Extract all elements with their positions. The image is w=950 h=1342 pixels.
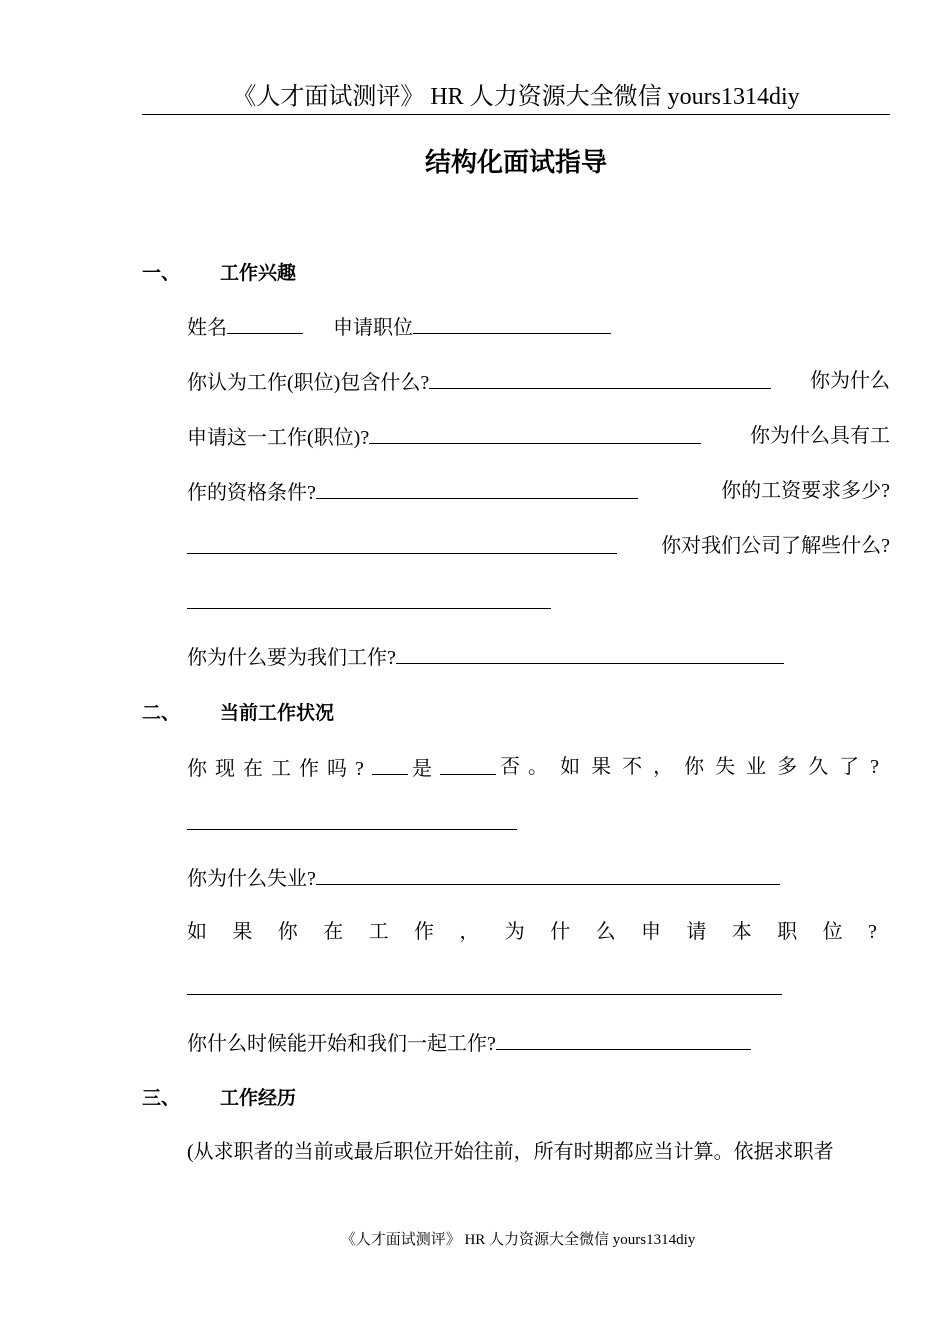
question-text: 你为什么具有工 bbox=[750, 425, 890, 447]
question-line bbox=[187, 421, 890, 451]
question-line bbox=[187, 917, 903, 947]
question-text: 作的资格条件? bbox=[187, 482, 316, 504]
question-text: 申请这一工作(职位)? bbox=[187, 427, 370, 449]
question-line bbox=[187, 531, 890, 561]
answer-field[interactable] bbox=[396, 641, 784, 664]
answer-field[interactable] bbox=[429, 366, 771, 389]
question-line bbox=[187, 752, 890, 782]
page-header: 《人才面试测评》 HR 人力资源大全微信 yours1314diy bbox=[142, 80, 890, 115]
page-footer: 《人才面试测评》 HR 人力资源大全微信 yours1314diy bbox=[340, 1232, 696, 1248]
answer-field[interactable] bbox=[187, 531, 617, 554]
question-line bbox=[187, 476, 890, 506]
question-text: 你对我们公司了解些什么? bbox=[661, 535, 890, 557]
question-text: 你认为工作(职位)包含什么? bbox=[187, 372, 430, 394]
answer-field[interactable] bbox=[316, 476, 638, 499]
yes-label: 是 bbox=[411, 758, 432, 780]
question-text: 你现在工作吗? bbox=[187, 758, 372, 780]
question-line bbox=[187, 366, 890, 396]
question-line bbox=[187, 641, 890, 671]
name-position-line bbox=[187, 311, 890, 341]
question-text: 你什么时候能开始和我们一起工作? bbox=[187, 1033, 496, 1055]
answer-field[interactable] bbox=[369, 421, 701, 444]
question-line bbox=[187, 862, 890, 892]
no-field[interactable] bbox=[440, 752, 496, 775]
question-text: 你为什么失业? bbox=[187, 868, 316, 890]
answer-field[interactable] bbox=[187, 807, 517, 830]
answer-line bbox=[187, 807, 890, 837]
section-number: 三、 bbox=[142, 1087, 181, 1109]
name-field[interactable] bbox=[227, 311, 303, 334]
section-title: 当前工作状况 bbox=[220, 702, 335, 724]
question-text: 你的工资要求多少? bbox=[721, 480, 890, 502]
note-text: (从求职者的当前或最后职位开始往前，所有时期都应当计算。依据求职者 bbox=[187, 1141, 834, 1163]
section-number: 二、 bbox=[142, 702, 181, 724]
no-label: 否。 bbox=[500, 756, 557, 778]
section-title: 工作经历 bbox=[220, 1087, 297, 1109]
answer-field[interactable] bbox=[187, 586, 551, 609]
answer-line bbox=[187, 972, 890, 1002]
answer-line bbox=[187, 586, 890, 616]
question-text: 你为什么要为我们工作? bbox=[187, 647, 396, 669]
yes-field[interactable] bbox=[372, 752, 408, 775]
section-title: 工作兴趣 bbox=[220, 262, 297, 284]
position-field[interactable] bbox=[413, 311, 611, 334]
question-text: 如果你在工作，为什么申请本职位? bbox=[187, 921, 903, 943]
answer-field[interactable] bbox=[187, 972, 782, 995]
question-text: 你为什么 bbox=[810, 370, 890, 392]
document-title: 结构化面试指导 bbox=[424, 148, 607, 178]
position-label: 申请职位 bbox=[333, 317, 413, 339]
name-label: 姓名 bbox=[187, 317, 227, 339]
section-number: 一、 bbox=[142, 262, 181, 284]
question-text: 如果不，你失业多久了? bbox=[560, 756, 890, 778]
question-line bbox=[187, 1027, 890, 1057]
answer-field[interactable] bbox=[496, 1027, 751, 1050]
answer-field[interactable] bbox=[316, 862, 780, 885]
